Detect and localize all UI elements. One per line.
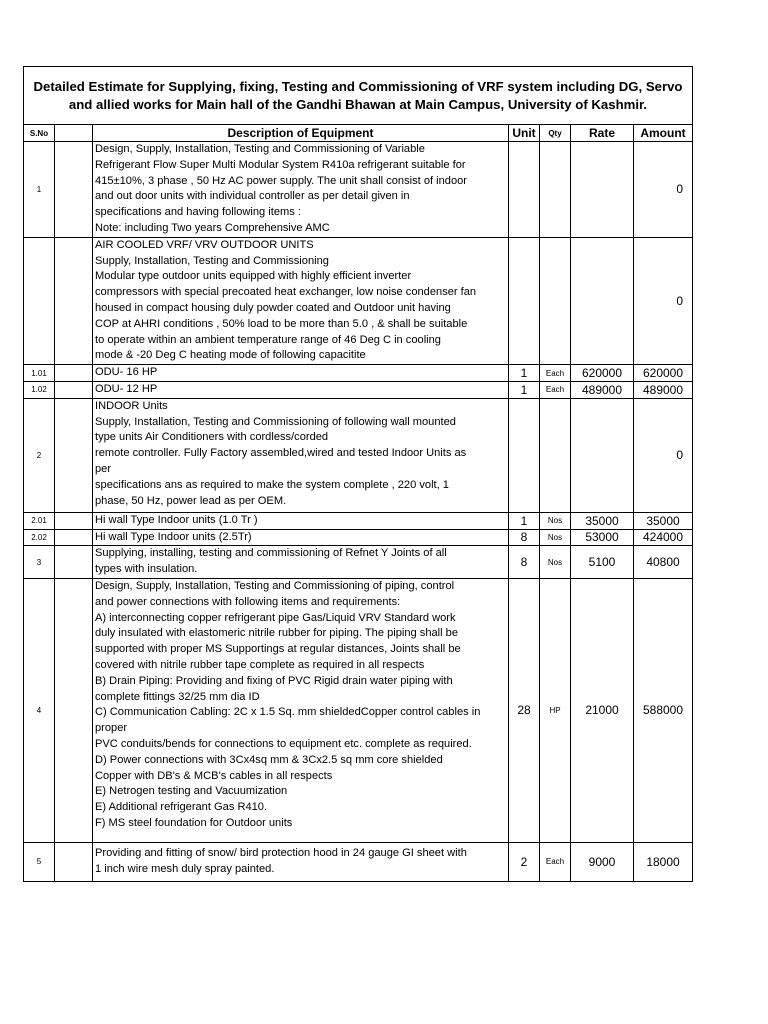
row-sno: 1.02 — [24, 381, 55, 398]
description-line: E) Additional refrigerant Gas R410. — [95, 801, 268, 814]
row-unit: 1 — [509, 365, 540, 382]
header-rate: Rate — [571, 125, 634, 142]
row-blank — [55, 142, 93, 238]
row-description — [93, 578, 509, 842]
description-line: Supply, Installation, Testing and Commissioning — [95, 254, 329, 267]
row-blank — [55, 512, 93, 529]
description-line: INDOOR Units — [95, 399, 168, 412]
row-qty — [540, 142, 571, 238]
description-line: D) Power connections with 3Cx4sq mm & 3Cx2.5 sq mm core shielded — [95, 753, 443, 766]
table-row — [24, 529, 693, 546]
row-rate — [571, 398, 634, 512]
description-line: specifications and having following items : — [95, 206, 301, 219]
description-line: A) interconnecting copper refrigerant pipe Gas/Liquid VRV Standard work — [95, 611, 456, 624]
description-line: F) MS steel foundation for Outdoor units — [95, 816, 293, 829]
table-row — [24, 842, 693, 881]
row-description — [93, 381, 509, 398]
row-qty: Each — [540, 381, 571, 398]
description-line: phase, 50 Hz, power lead as per OEM. — [95, 494, 287, 507]
description-line: types with insulation. — [95, 563, 198, 576]
description-line: proper — [95, 722, 128, 735]
description-line: Hi wall Type Indoor units (2.5Tr) — [95, 530, 252, 543]
row-amount: 0 — [634, 398, 693, 512]
row-sno: 4 — [24, 578, 55, 842]
table-row — [24, 398, 693, 512]
row-rate: 5100 — [571, 546, 634, 579]
row-description — [93, 842, 509, 881]
row-amount: 0 — [634, 237, 693, 364]
row-rate: 35000 — [571, 512, 634, 529]
description-line: per — [95, 462, 112, 475]
description-line: mode & -20 Deg C heating mode of following capacitite — [95, 349, 366, 362]
header-amount: Amount — [634, 125, 693, 142]
row-sno: 3 — [24, 546, 55, 579]
row-sno: 2.01 — [24, 512, 55, 529]
row-unit — [509, 142, 540, 238]
row-sno: 1.01 — [24, 365, 55, 382]
description-line: AIR COOLED VRF/ VRV OUTDOOR UNITS — [95, 238, 314, 251]
row-qty — [540, 237, 571, 364]
row-blank — [55, 381, 93, 398]
row-rate: 9000 — [571, 842, 634, 881]
row-description — [93, 512, 509, 529]
row-unit — [509, 398, 540, 512]
description-line: and out door units with individual controller as per detail given in — [95, 190, 410, 203]
row-description — [93, 546, 509, 579]
row-blank — [55, 529, 93, 546]
row-blank — [55, 842, 93, 881]
title-line-2: and allied works for Main hall of the Gandhi Bhawan at Main Campus, University of Kashmir. — [68, 96, 648, 112]
row-sno — [24, 237, 55, 364]
estimate-sheet — [23, 66, 692, 882]
row-amount: 0 — [634, 142, 693, 238]
row-unit: 8 — [509, 529, 540, 546]
description-line: Design, Supply, Installation, Testing and Commissioning of piping, control — [95, 579, 455, 592]
description-line: PVC conduits/bends for connections to equipment etc. complete as required. — [95, 737, 472, 750]
row-qty: Nos — [540, 546, 571, 579]
table-row — [24, 142, 693, 238]
header-description: Description of Equipment — [93, 125, 509, 142]
row-amount: 424000 — [634, 529, 693, 546]
row-blank — [55, 578, 93, 842]
description-line: COP at AHRI conditions , 50% load to be more than 5.0 , & shall be suitable — [95, 317, 468, 330]
row-rate: 53000 — [571, 529, 634, 546]
description-line: C) Communication Cabling: 2C x 1.5 Sq. mm shieldedCopper control cables in — [95, 706, 481, 719]
row-sno: 1 — [24, 142, 55, 238]
description-line: covered with nitrile rubber tape complete as required in all respects — [95, 658, 425, 671]
header-sno: S.No — [24, 125, 55, 142]
description-line: supported with proper MS Supportings at regular distances, Joints shall be — [95, 643, 461, 656]
description-line: ODU- 12 HP — [95, 382, 158, 395]
table-row — [24, 237, 693, 364]
row-sno: 2.02 — [24, 529, 55, 546]
table-row — [24, 381, 693, 398]
row-amount: 18000 — [634, 842, 693, 881]
row-sno: 2 — [24, 398, 55, 512]
table-body — [24, 142, 693, 882]
row-unit: 28 — [509, 578, 540, 842]
description-line: E) Netrogen testing and Vacuumization — [95, 785, 288, 798]
row-amount: 620000 — [634, 365, 693, 382]
description-line: complete fittings 32/25 mm dia ID — [95, 690, 260, 703]
row-amount: 40800 — [634, 546, 693, 579]
table-row — [24, 578, 693, 842]
row-qty: Nos — [540, 529, 571, 546]
description-line: ODU- 16 HP — [95, 366, 158, 379]
row-description — [93, 365, 509, 382]
description-line: 1 inch wire mesh duly spray painted. — [95, 862, 275, 875]
row-description — [93, 398, 509, 512]
row-unit: 1 — [509, 512, 540, 529]
row-rate: 620000 — [571, 365, 634, 382]
row-unit: 1 — [509, 381, 540, 398]
description-line: Providing and fitting of snow/ bird protection hood in 24 gauge GI sheet with — [95, 847, 467, 860]
row-unit: 2 — [509, 842, 540, 881]
row-rate — [571, 142, 634, 238]
header-qty: Qty — [540, 125, 571, 142]
description-line: specifications ans as required to make the system complete , 220 volt, 1 — [95, 478, 449, 491]
description-line: Hi wall Type Indoor units (1.0 Tr ) — [95, 513, 258, 526]
description-line: housed in compact housing duly powder coated and Outdoor unit having — [95, 301, 451, 314]
row-qty: Nos — [540, 512, 571, 529]
header-row — [24, 125, 693, 142]
row-unit: 8 — [509, 546, 540, 579]
description-line: Copper with DB's & MCB's cables in all respects — [95, 769, 333, 782]
table-title — [24, 67, 693, 125]
estimate-table — [23, 66, 693, 882]
description-line: and power connections with following items and requirements: — [95, 595, 401, 608]
description-line: Refrigerant Flow Super Multi Modular System R410a refrigerant suitable for — [95, 158, 466, 171]
table-row — [24, 512, 693, 529]
row-rate: 21000 — [571, 578, 634, 842]
row-sno: 5 — [24, 842, 55, 881]
row-blank — [55, 398, 93, 512]
row-amount: 588000 — [634, 578, 693, 842]
description-line: Supplying, installing, testing and commissioning of Refnet Y Joints of all — [95, 547, 447, 560]
row-qty: HP — [540, 578, 571, 842]
description-line: type units Air Conditioners with cordless/corded — [95, 431, 329, 444]
row-blank — [55, 365, 93, 382]
row-qty — [540, 398, 571, 512]
description-line: duly insulated with elastomeric nitrile rubber for piping. The piping shall be — [95, 627, 459, 640]
table-row — [24, 546, 693, 579]
description-line: B) Drain Piping: Providing and fixing of PVC Rigid drain water piping with — [95, 674, 453, 687]
row-amount: 35000 — [634, 512, 693, 529]
row-description — [93, 142, 509, 238]
header-unit: Unit — [509, 125, 540, 142]
description-line: Modular type outdoor units equipped with highly efficient inverter — [95, 270, 412, 283]
description-line: compressors with special precoated heat exchanger, low noise condenser fan — [95, 286, 477, 299]
description-line: Supply, Installation, Testing and Commissioning of following wall mounted — [95, 415, 456, 428]
header-blank — [55, 125, 93, 142]
row-description — [93, 529, 509, 546]
row-unit — [509, 237, 540, 364]
row-amount: 489000 — [634, 381, 693, 398]
row-rate: 489000 — [571, 381, 634, 398]
row-qty: Each — [540, 365, 571, 382]
description-line: remote controller. Fully Factory assembled,wired and tested Indoor Units as — [95, 447, 467, 460]
row-description — [93, 237, 509, 364]
row-blank — [55, 546, 93, 579]
description-line: Note: including Two years Comprehensive AMC — [95, 221, 330, 234]
description-line: to operate within an ambient temperature range of 46 Deg C in cooling — [95, 333, 441, 346]
title-line-1: Detailed Estimate for Supplying, fixing, Testing and Commissioning of VRF system including DG, Servo — [33, 78, 683, 94]
row-qty: Each — [540, 842, 571, 881]
row-blank — [55, 237, 93, 364]
table-row — [24, 365, 693, 382]
description-line: Design, Supply, Installation, Testing and Commissioning of Variable — [95, 143, 425, 155]
description-line: 415±10%, 3 phase , 50 Hz AC power supply. The unit shall consist of indoor — [95, 174, 467, 187]
row-rate — [571, 237, 634, 364]
